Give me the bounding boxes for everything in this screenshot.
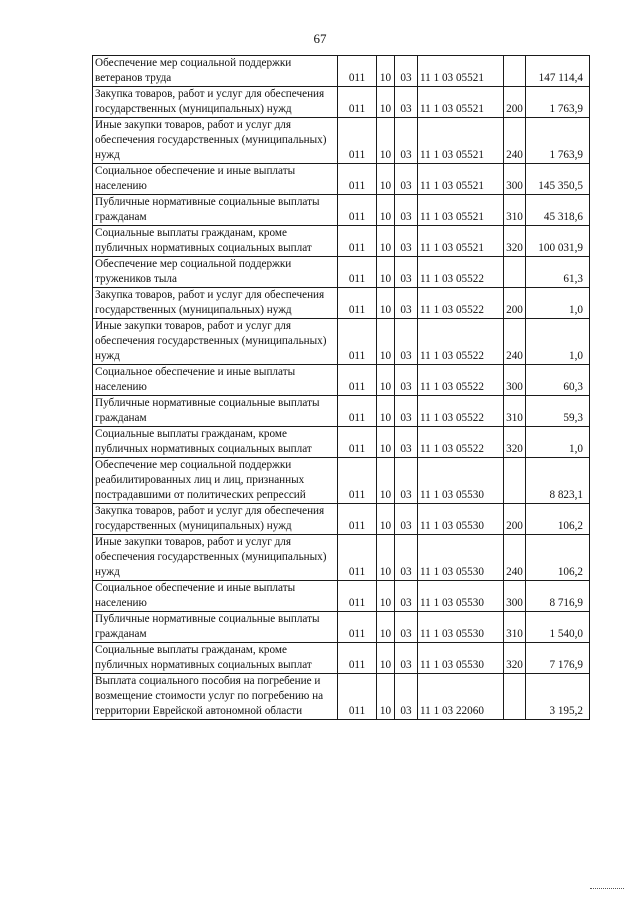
target-article-code: 11 1 03 05521 [418, 56, 504, 87]
expense-type-code: 320 [504, 226, 526, 257]
row-description: Иные закупки товаров, работ и услуг для обеспечения государственных (муниципальных) нужд [93, 118, 338, 164]
subsection-code: 03 [395, 535, 418, 581]
section-code: 10 [377, 581, 395, 612]
subsection-code: 03 [395, 226, 418, 257]
subsection-code: 03 [395, 319, 418, 365]
expense-type-code: 200 [504, 87, 526, 118]
row-description: Публичные нормативные социальные выплаты гражданам [93, 396, 338, 427]
amount: 8 716,9 [526, 581, 590, 612]
section-code: 10 [377, 288, 395, 319]
ministry-code: 011 [338, 581, 377, 612]
section-code: 10 [377, 87, 395, 118]
row-description: Социальное обеспечение и иные выплаты населению [93, 365, 338, 396]
table-row [93, 396, 590, 427]
expense-type-code [504, 458, 526, 504]
amount: 61,3 [526, 257, 590, 288]
amount: 147 114,4 [526, 56, 590, 87]
row-description: Иные закупки товаров, работ и услуг для обеспечения государственных (муниципальных) нужд [93, 319, 338, 365]
row-description: Публичные нормативные социальные выплаты гражданам [93, 612, 338, 643]
ministry-code: 011 [338, 319, 377, 365]
table-row [93, 118, 590, 164]
ministry-code: 011 [338, 195, 377, 226]
expense-type-code: 240 [504, 319, 526, 365]
table-row [93, 458, 590, 504]
table-row [93, 226, 590, 257]
row-description: Обеспечение мер социальной поддержки ветеранов труда [93, 56, 338, 87]
subsection-code: 03 [395, 612, 418, 643]
row-description: Закупка товаров, работ и услуг для обеспечения государственных (муниципальных) нужд [93, 87, 338, 118]
section-code: 10 [377, 365, 395, 396]
target-article-code: 11 1 03 05522 [418, 396, 504, 427]
expense-type-code: 310 [504, 396, 526, 427]
expense-type-code: 310 [504, 195, 526, 226]
ministry-code: 011 [338, 674, 377, 720]
table-row [93, 427, 590, 458]
target-article-code: 11 1 03 05521 [418, 195, 504, 226]
target-article-code: 11 1 03 05530 [418, 535, 504, 581]
ministry-code: 011 [338, 535, 377, 581]
expense-type-code: 300 [504, 164, 526, 195]
row-description: Закупка товаров, работ и услуг для обеспечения государственных (муниципальных) нужд [93, 288, 338, 319]
subsection-code: 03 [395, 643, 418, 674]
page-number: 67 [313, 31, 327, 46]
amount: 1,0 [526, 319, 590, 365]
amount: 1,0 [526, 427, 590, 458]
target-article-code: 11 1 03 05521 [418, 118, 504, 164]
ministry-code: 011 [338, 504, 377, 535]
expense-type-code: 300 [504, 365, 526, 396]
subsection-code: 03 [395, 396, 418, 427]
subsection-code: 03 [395, 56, 418, 87]
table-row [93, 288, 590, 319]
budget-table [92, 55, 590, 720]
amount: 100 031,9 [526, 226, 590, 257]
amount: 8 823,1 [526, 458, 590, 504]
ministry-code: 011 [338, 396, 377, 427]
subsection-code: 03 [395, 674, 418, 720]
target-article-code: 11 1 03 05521 [418, 164, 504, 195]
ministry-code: 011 [338, 87, 377, 118]
expense-type-code [504, 56, 526, 87]
expense-type-code: 320 [504, 427, 526, 458]
table-row [93, 365, 590, 396]
target-article-code: 11 1 03 05522 [418, 427, 504, 458]
target-article-code: 11 1 03 22060 [418, 674, 504, 720]
expense-type-code: 200 [504, 504, 526, 535]
subsection-code: 03 [395, 118, 418, 164]
table-row [93, 504, 590, 535]
expense-type-code [504, 257, 526, 288]
amount: 1 763,9 [526, 87, 590, 118]
section-code: 10 [377, 257, 395, 288]
amount: 59,3 [526, 396, 590, 427]
row-description: Обеспечение мер социальной поддержки реабилитированных лиц и лиц, признанных пострадавшими от политических репрессий [93, 458, 338, 504]
table-row [93, 674, 590, 720]
target-article-code: 11 1 03 05521 [418, 87, 504, 118]
amount: 3 195,2 [526, 674, 590, 720]
section-code: 10 [377, 612, 395, 643]
subsection-code: 03 [395, 504, 418, 535]
table-row [93, 257, 590, 288]
row-description: Выплата социального пособия на погребение и возмещение стоимости услуг по погребению на территории Еврейской автономной области [93, 674, 338, 720]
section-code: 10 [377, 396, 395, 427]
table-body [93, 56, 590, 720]
section-code: 10 [377, 319, 395, 365]
row-description: Социальные выплаты гражданам, кроме публичных нормативных социальных выплат [93, 226, 338, 257]
ministry-code: 011 [338, 612, 377, 643]
amount: 7 176,9 [526, 643, 590, 674]
section-code: 10 [377, 427, 395, 458]
expense-type-code: 240 [504, 535, 526, 581]
row-description: Социальное обеспечение и иные выплаты населению [93, 164, 338, 195]
row-description: Обеспечение мер социальной поддержки тружеников тыла [93, 257, 338, 288]
amount: 106,2 [526, 504, 590, 535]
target-article-code: 11 1 03 05530 [418, 458, 504, 504]
target-article-code: 11 1 03 05521 [418, 226, 504, 257]
ministry-code: 011 [338, 226, 377, 257]
amount: 45 318,6 [526, 195, 590, 226]
section-code: 10 [377, 535, 395, 581]
section-code: 10 [377, 56, 395, 87]
amount: 1,0 [526, 288, 590, 319]
expense-type-code: 320 [504, 643, 526, 674]
expense-type-code: 310 [504, 612, 526, 643]
table-row [93, 164, 590, 195]
ministry-code: 011 [338, 427, 377, 458]
subsection-code: 03 [395, 164, 418, 195]
row-description: Иные закупки товаров, работ и услуг для обеспечения государственных (муниципальных) нужд [93, 535, 338, 581]
subsection-code: 03 [395, 87, 418, 118]
subsection-code: 03 [395, 458, 418, 504]
row-description: Социальное обеспечение и иные выплаты населению [93, 581, 338, 612]
target-article-code: 11 1 03 05530 [418, 612, 504, 643]
table-row [93, 195, 590, 226]
subsection-code: 03 [395, 195, 418, 226]
target-article-code: 11 1 03 05522 [418, 319, 504, 365]
target-article-code: 11 1 03 05522 [418, 365, 504, 396]
ministry-code: 011 [338, 257, 377, 288]
ministry-code: 011 [338, 164, 377, 195]
row-description: Социальные выплаты гражданам, кроме публичных нормативных социальных выплат [93, 427, 338, 458]
section-code: 10 [377, 226, 395, 257]
target-article-code: 11 1 03 05530 [418, 581, 504, 612]
section-code: 10 [377, 504, 395, 535]
target-article-code: 11 1 03 05522 [418, 257, 504, 288]
amount: 145 350,5 [526, 164, 590, 195]
target-article-code: 11 1 03 05522 [418, 288, 504, 319]
table-row [93, 643, 590, 674]
expense-type-code: 240 [504, 118, 526, 164]
table-row [93, 56, 590, 87]
table-row [93, 612, 590, 643]
expense-type-code: 200 [504, 288, 526, 319]
ministry-code: 011 [338, 643, 377, 674]
ministry-code: 011 [338, 365, 377, 396]
subsection-code: 03 [395, 427, 418, 458]
amount: 106,2 [526, 535, 590, 581]
row-description: Социальные выплаты гражданам, кроме публичных нормативных социальных выплат [93, 643, 338, 674]
subsection-code: 03 [395, 257, 418, 288]
scan-artifact-line [590, 888, 624, 889]
ministry-code: 011 [338, 458, 377, 504]
table-row [93, 319, 590, 365]
section-code: 10 [377, 458, 395, 504]
subsection-code: 03 [395, 581, 418, 612]
expense-type-code: 300 [504, 581, 526, 612]
subsection-code: 03 [395, 288, 418, 319]
amount: 1 763,9 [526, 118, 590, 164]
section-code: 10 [377, 674, 395, 720]
target-article-code: 11 1 03 05530 [418, 643, 504, 674]
amount: 60,3 [526, 365, 590, 396]
ministry-code: 011 [338, 56, 377, 87]
table-row [93, 581, 590, 612]
table-row [93, 535, 590, 581]
subsection-code: 03 [395, 365, 418, 396]
section-code: 10 [377, 118, 395, 164]
row-description: Закупка товаров, работ и услуг для обеспечения государственных (муниципальных) нужд [93, 504, 338, 535]
ministry-code: 011 [338, 288, 377, 319]
section-code: 10 [377, 164, 395, 195]
expense-type-code [504, 674, 526, 720]
section-code: 10 [377, 643, 395, 674]
amount: 1 540,0 [526, 612, 590, 643]
row-description: Публичные нормативные социальные выплаты гражданам [93, 195, 338, 226]
section-code: 10 [377, 195, 395, 226]
table-row [93, 87, 590, 118]
ministry-code: 011 [338, 118, 377, 164]
target-article-code: 11 1 03 05530 [418, 504, 504, 535]
